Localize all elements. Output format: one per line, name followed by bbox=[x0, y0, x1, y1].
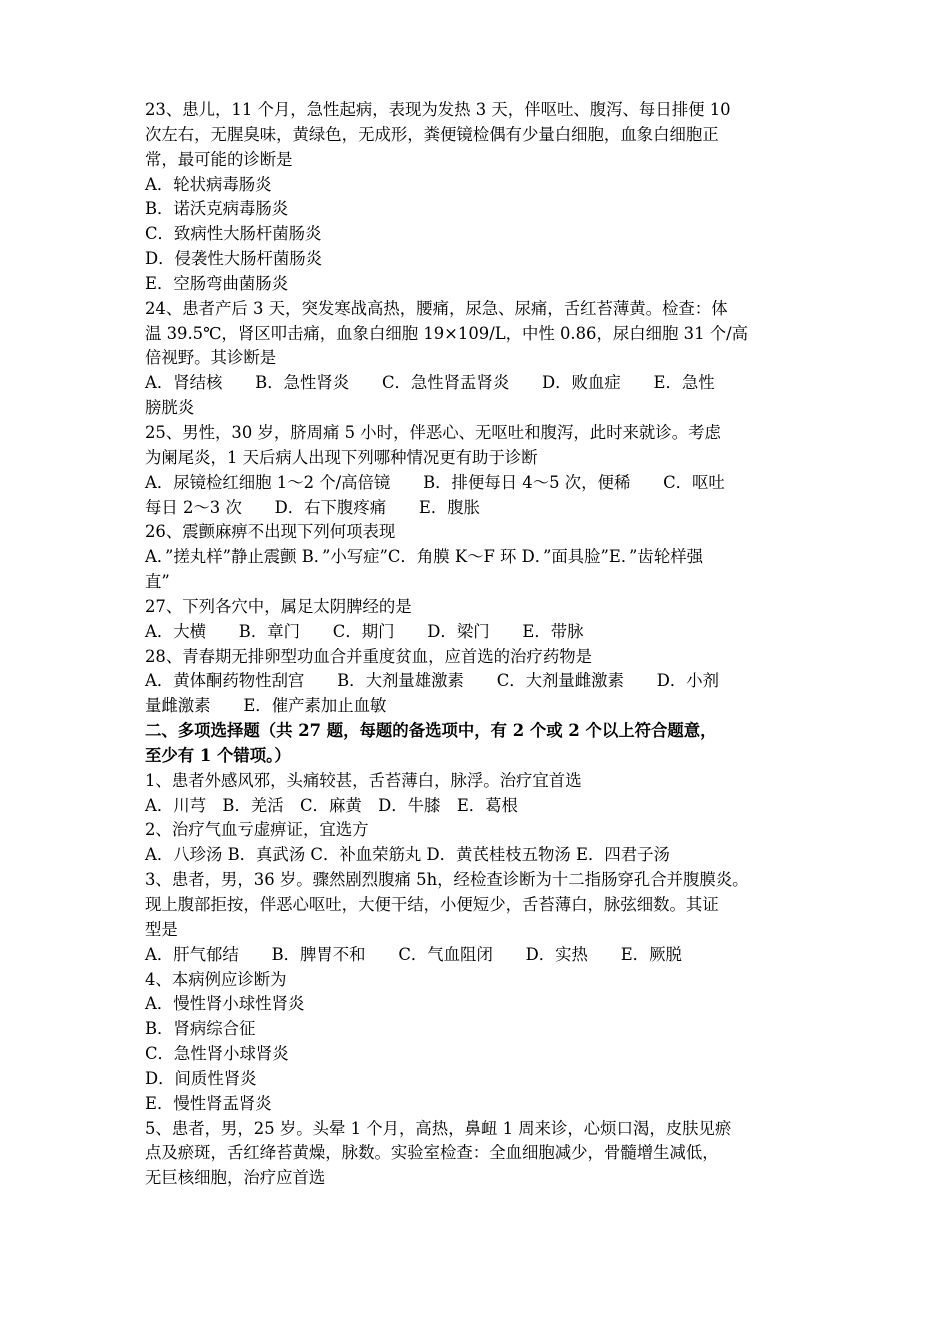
text-line: 1、患者外感风邪，头痛较甚，舌苔薄白，脉浮。治疗宜首选 bbox=[145, 770, 582, 790]
text-line: 量雌激素 E．催产素加止血敏 bbox=[145, 696, 387, 716]
text-line: A．大横 B．章门 C．期门 D．梁门 E．带脉 bbox=[145, 621, 584, 641]
text-line: A．”搓丸样”静止震颤 B．”小写症”C．角膜 K～F 环 D．”面具脸”E．”齿轮样强 bbox=[145, 547, 703, 567]
text-line: C．致病性大肠杆菌肠炎 bbox=[145, 224, 322, 244]
text-line: 3、患者，男，36 岁。骤然剧烈腹痛 5h，经检查诊断为十二指肠穿孔合并腹膜炎。 bbox=[145, 870, 749, 890]
text-line: A．慢性肾小球性肾炎 bbox=[145, 994, 305, 1014]
text-line: 点及瘀斑，舌红绛苔黄燥，脉数。实验室检查：全血细胞减少，骨髓增生减低， bbox=[145, 1143, 719, 1163]
text-line: 每日 2～3 次 D．右下腹疼痛 E．腹胀 bbox=[145, 497, 481, 517]
text-line: 倍视野。其诊断是 bbox=[145, 348, 277, 368]
text-line: 26、震颤麻痹不出现下列何项表现 bbox=[145, 522, 396, 542]
text-line: 为阑尾炎，1 天后病人出现下列哪种情况更有助于诊断 bbox=[145, 447, 538, 467]
text-line: 次左右，无腥臭味，黄绿色，无成形，粪便镜检偶有少量白细胞，血象白细胞正 bbox=[145, 124, 719, 144]
text-line: 直” bbox=[145, 572, 170, 592]
text-line: A．肝气郁结 B．脾胃不和 C．气血阻闭 D．实热 E．厥脱 bbox=[145, 944, 682, 964]
section-heading-line: 二、多项选择题（共 27 题，每题的备选项中，有 2 个或 2 个以上符合题意， bbox=[145, 721, 717, 741]
text-line: A．轮状病毒肠炎 bbox=[145, 174, 272, 194]
text-line: A．川芎 B．羌活 C．麻黄 D．牛膝 E．葛根 bbox=[145, 795, 518, 815]
text-line: 27、下列各穴中，属足太阴脾经的是 bbox=[145, 596, 412, 616]
text-line: D．间质性肾炎 bbox=[145, 1068, 257, 1088]
text-line: 型是 bbox=[145, 919, 178, 939]
text-line: E．慢性肾盂肾炎 bbox=[145, 1093, 272, 1113]
text-line: A．肾结核 B．急性肾炎 C．急性肾盂肾炎 D．败血症 E．急性 bbox=[145, 373, 715, 393]
text-line: 23、患儿，11 个月，急性起病，表现为发热 3 天，伴呕吐、腹泻、每日排便 10 bbox=[145, 100, 731, 119]
text-line: A．八珍汤 B．真武汤 C．补血荣筋丸 D．黄芪桂枝五物汤 E．四君子汤 bbox=[145, 845, 670, 865]
text-line: 温 39.5℃，肾区叩击痛，血象白细胞 19×109/L，中性 0.86，尿白细胞 31 个/高 bbox=[145, 323, 749, 343]
text-line: A．黄体酮药物性刮宫 B．大剂量雄激素 C．大剂量雌激素 D．小剂 bbox=[145, 671, 720, 691]
section-heading-line: 至少有 1 个错项。） bbox=[145, 745, 291, 765]
text-line: 5、患者，男，25 岁。头晕 1 个月，高热，鼻衄 1 周来诊，心烦口渴，皮肤见瘀 bbox=[145, 1118, 732, 1138]
text-line: 膀胱炎 bbox=[145, 398, 195, 418]
text-line: D．侵袭性大肠杆菌肠炎 bbox=[145, 249, 323, 269]
text-line: E．空肠弯曲菌肠炎 bbox=[145, 273, 289, 293]
document-page bbox=[145, 98, 811, 1191]
text-line: 28、青春期无排卵型功血合并重度贫血，应首选的治疗药物是 bbox=[145, 646, 593, 666]
text-line: 24、患者产后 3 天，突发寒战高热，腰痛，尿急、尿痛，舌红苔薄黄。检查：体 bbox=[145, 298, 728, 318]
text-line: B．诺沃克病毒肠炎 bbox=[145, 199, 289, 219]
text-line: 2、治疗气血亏虚痹证，宜选方 bbox=[145, 820, 369, 840]
text-line: 4、本病例应诊断为 bbox=[145, 969, 287, 989]
text-line: 常，最可能的诊断是 bbox=[145, 149, 293, 169]
text-line: 现上腹部拒按，伴恶心呕吐，大便干结，小便短少，舌苔薄白，脉弦细数。其证 bbox=[145, 895, 719, 914]
text-line: A．尿镜检红细胞 1～2 个/高倍镜 B．排便每日 4～5 次，便稀 C．呕吐 bbox=[145, 472, 725, 492]
text-line: C．急性肾小球肾炎 bbox=[145, 1044, 289, 1064]
text-line: 25、男性，30 岁，脐周痛 5 小时，伴恶心、无呕吐和腹泻，此时来就诊。考虑 bbox=[145, 422, 721, 442]
text-line: B．肾病综合征 bbox=[145, 1019, 256, 1039]
text-line: 无巨核细胞，治疗应首选 bbox=[145, 1168, 326, 1188]
